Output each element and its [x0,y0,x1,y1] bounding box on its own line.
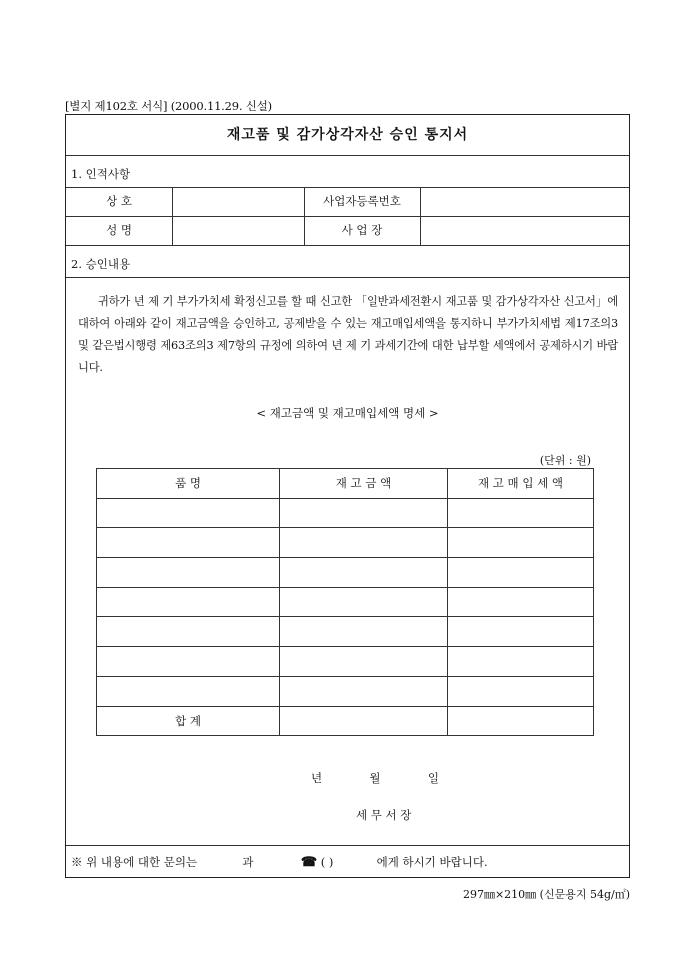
cell-tax[interactable] [448,498,594,528]
cell-amount[interactable] [280,647,448,677]
phone-icon: ☎ [300,855,318,870]
date-month: 월 [369,771,381,785]
table-total-row [97,706,594,736]
table-row [97,587,594,617]
footer-prefix: ※ 위 내용에 대한 문의는 [71,855,198,869]
cell-total-tax[interactable] [448,706,594,736]
table-row [97,498,594,528]
table-row [97,558,594,588]
cell-item[interactable] [97,558,280,588]
cell-item[interactable] [97,617,280,647]
cell-item[interactable] [97,528,280,558]
divider [172,187,173,245]
total-label: 합 계 [97,706,280,736]
document-title: 재고품 및 감가상각자산 승인 통지서 [226,127,469,143]
cell-item[interactable] [97,647,280,677]
cell-item[interactable] [97,498,280,528]
divider [66,187,629,188]
footer-phone: ( ) [320,855,334,869]
cell-item[interactable] [97,587,280,617]
label-business-reg-no: 사업자등록번호 [323,194,401,208]
cell-amount[interactable] [280,676,448,706]
header-input-tax: 재 고 매 입 세 액 [448,469,594,499]
paper-spec: 297㎜×210㎜ (신문용지 54g/㎡) [462,888,630,901]
cell-tax[interactable] [448,528,594,558]
cell-amount[interactable] [280,617,448,647]
divider [420,187,421,245]
inventory-table [96,468,594,736]
approval-paragraph: 귀하가 년 제 기 부가가치세 확정신고를 할 때 신고한 「일반과세전환시 재고품 및 감가상각자산 신고서」에 대하여 아래와 같이 재고금액을 승인하고, 공제받을 수 있는 재고매입세액을 통지하니 부가가치세법 제17조의3 및 같은법시행령 제63조의3 제7항의 규정에 의하여 년 제 기 과세기간에 대한 납부할 세액에서 공제하시기 바랍니다. [78,295,618,374]
date-line [311,770,439,786]
header-item-name: 품 명 [97,469,280,499]
section-personal-info-label: 1. 인적사항 [71,167,131,181]
label-name: 성 명 [106,223,132,237]
section-approval-label: 2. 승인내용 [71,257,131,271]
form-number-note: [별지 제102호 서식] (2000.11.29. 신설) [65,99,272,113]
notice-form [65,114,630,878]
cell-tax[interactable] [448,617,594,647]
cell-amount[interactable] [280,558,448,588]
cell-tax[interactable] [448,558,594,588]
table-row [97,617,594,647]
cell-amount[interactable] [280,587,448,617]
divider [66,245,629,246]
cell-tax[interactable] [448,676,594,706]
label-business-name: 상 호 [106,194,132,208]
detail-title: < 재고금액 및 재고매입세액 명세 > [256,406,439,420]
table-row [97,647,594,677]
unit-label: (단위 : 원) [539,454,591,467]
divider [66,216,629,217]
cell-item[interactable] [97,676,280,706]
divider [66,155,629,156]
divider [304,187,305,245]
date-day: 일 [427,771,439,785]
table-row [97,676,594,706]
footer-suffix: 에게 하시기 바랍니다. [376,855,488,869]
footer-inquiry [71,854,488,870]
divider [66,277,629,278]
label-business-place: 사 업 장 [341,223,383,237]
tax-office-chief: 세 무 서 장 [356,808,412,822]
table-header-row [97,469,594,499]
cell-tax[interactable] [448,587,594,617]
cell-total-amount[interactable] [280,706,448,736]
header-inventory-amount: 재 고 금 액 [280,469,448,499]
cell-tax[interactable] [448,647,594,677]
divider [66,845,629,846]
date-year: 년 [311,771,323,785]
cell-amount[interactable] [280,528,448,558]
table-row [97,528,594,558]
footer-dept: 과 [242,855,254,869]
cell-amount[interactable] [280,498,448,528]
